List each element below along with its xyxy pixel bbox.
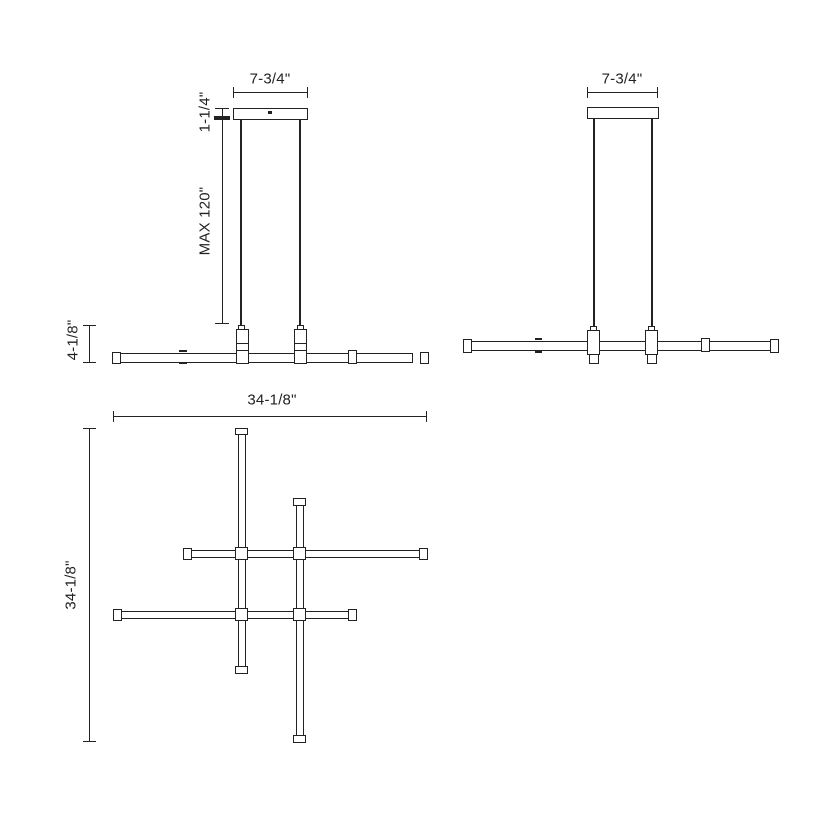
front-canopy-width-dim-tick-left (233, 87, 234, 98)
front-bar-joint-sleeve (348, 350, 357, 364)
side-bar-end-cap-right (770, 339, 779, 353)
side-suspension-cable-left (593, 119, 595, 330)
side-bar-end-cap-left (463, 339, 472, 353)
front-vertical-dim-tick-bold (214, 116, 230, 120)
plan-tube-vertical-right-cap-bottom (293, 735, 306, 743)
front-canopy-height-label: 1-1/4" (196, 91, 214, 133)
front-fixture-height-tick-bottom (83, 362, 96, 363)
front-light-bar (115, 353, 413, 363)
front-fixture-height-label: 4-1/8" (64, 319, 82, 361)
side-canopy-width-dim-tick-left (587, 87, 588, 98)
plan-connector-bottom-left (235, 608, 248, 621)
plan-width-dim-tick-right (426, 411, 427, 422)
front-canopy (233, 108, 308, 120)
front-canopy-mounting-dot (268, 111, 272, 114)
front-hanger-left-band-bottom (237, 350, 248, 351)
plan-depth-dim-tick-top (83, 428, 96, 429)
front-bar-joint-dash-top (179, 350, 187, 352)
side-canopy-width-label: 7-3/4" (601, 70, 643, 88)
plan-depth-dim-line (89, 428, 90, 742)
plan-tube-vertical-right-cap-top (293, 498, 306, 506)
plan-connector-top-right (293, 547, 306, 560)
front-suspension-cable-left (240, 119, 242, 329)
front-vertical-dim-line (222, 108, 223, 324)
front-suspension-cable-right (299, 119, 301, 329)
front-fixture-height-tick-top (83, 325, 96, 326)
plan-connector-top-left (235, 547, 248, 560)
front-vertical-dim-tick-bottom (215, 323, 229, 324)
plan-tube-horizontal-top-cap-left (183, 548, 192, 560)
front-hanger-cylinder-left (236, 329, 249, 364)
front-hanger-left-band-top (237, 343, 248, 344)
front-hanger-cylinder-right (294, 329, 307, 364)
plan-tube-horizontal-top-cap-right (419, 548, 428, 560)
side-bar-joint-dash-bottom (535, 351, 542, 353)
plan-depth-dim-tick-bottom (83, 741, 96, 742)
plan-connector-bottom-right (293, 608, 306, 621)
front-max-drop-label: MAX 120" (196, 186, 214, 256)
side-canopy (587, 107, 659, 119)
side-suspension-cable-right (651, 119, 653, 330)
plan-tube-vertical-left-cap-top (235, 428, 248, 435)
side-hanger-foot-left (589, 354, 599, 364)
side-hanger-post-right (645, 330, 658, 355)
side-canopy-width-dim-tick-right (657, 87, 658, 98)
side-bar-joint-dash-top (535, 338, 542, 340)
side-hanger-foot-right (647, 354, 657, 364)
plan-width-dim-tick-left (113, 411, 114, 422)
front-fixture-height-dim-line (89, 325, 90, 363)
plan-tube-horizontal-bottom-cap-left (113, 609, 122, 621)
plan-depth-label: 34-1/8" (62, 560, 80, 610)
front-canopy-width-dim-tick-right (307, 87, 308, 98)
plan-width-dim-line (113, 416, 427, 417)
side-light-bar (467, 341, 774, 351)
side-hanger-post-left (587, 330, 600, 355)
side-bar-joint-sleeve (701, 338, 710, 352)
front-hanger-right-band-top (295, 343, 306, 344)
front-canopy-width-dim-line (233, 92, 308, 93)
front-bar-end-cap-right (420, 352, 429, 364)
side-canopy-width-dim-line (587, 92, 658, 93)
plan-tube-vertical-left-cap-bottom (235, 666, 248, 674)
front-canopy-width-label: 7-3/4" (249, 70, 291, 88)
front-vertical-dim-tick-top (215, 108, 229, 109)
front-bar-end-cap-left (112, 352, 121, 364)
front-hanger-right-band-bottom (295, 350, 306, 351)
front-bar-joint-dash-bottom (179, 362, 187, 364)
plan-width-label: 34-1/8" (247, 391, 297, 409)
plan-tube-horizontal-bottom-cap-right (348, 609, 357, 621)
